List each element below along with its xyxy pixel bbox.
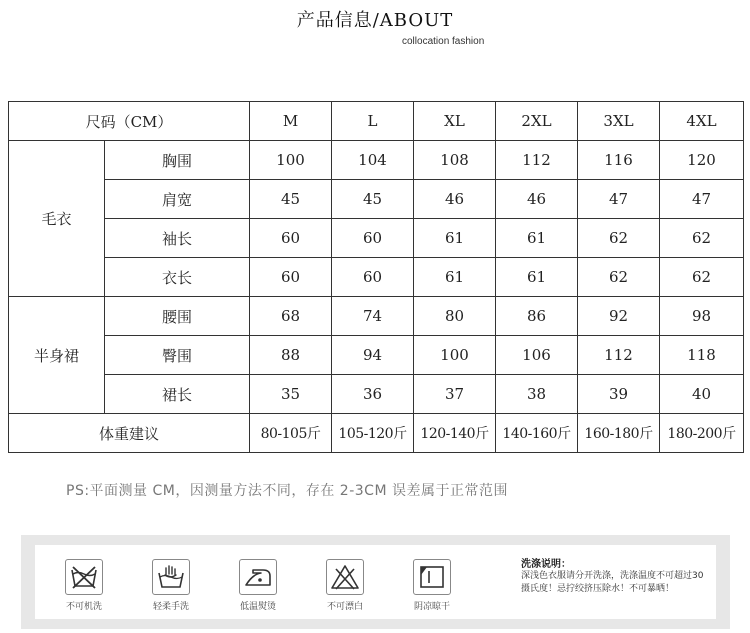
care-label: 低温熨烫 — [239, 602, 276, 612]
table-row — [9, 219, 744, 258]
care-label: 轻柔手洗 — [152, 602, 189, 612]
table-cell: 62 — [578, 219, 660, 258]
page-subtitle: collocation fashion — [402, 36, 485, 47]
measurement-label: 肩宽 — [105, 180, 250, 219]
size-header-cell: XL — [414, 102, 496, 141]
table-cell: 46 — [414, 180, 496, 219]
table-cell: 100 — [414, 336, 496, 375]
no-bleach-icon — [326, 559, 364, 595]
measurement-label: 胸围 — [105, 141, 250, 180]
care-label: 阴凉晾干 — [413, 602, 450, 612]
group-label: 毛衣 — [9, 141, 105, 297]
wash-instructions-text: 深浅色衣服请分开洗涤，洗涤温度不可超过30摄氏度！忌拧绞挤压除水！不可暴晒！ — [521, 571, 704, 594]
size-header-cell: 3XL — [578, 102, 660, 141]
weight-row — [9, 414, 744, 453]
table-cell: 40 — [660, 375, 744, 414]
care-label: 不可漂白 — [326, 602, 363, 612]
weight-cell: 160-180斤 — [578, 414, 660, 453]
table-cell: 92 — [578, 297, 660, 336]
table-row — [9, 336, 744, 375]
weight-cell: 140-160斤 — [496, 414, 578, 453]
care-panel — [21, 535, 730, 629]
measurement-label: 袖长 — [105, 219, 250, 258]
table-cell: 80 — [414, 297, 496, 336]
size-header-label: 尺码（CM） — [9, 102, 250, 141]
care-label: 不可机洗 — [65, 602, 102, 612]
table-cell: 46 — [496, 180, 578, 219]
table-row — [9, 297, 744, 336]
hand-wash-icon — [152, 559, 190, 595]
size-header-cell: L — [332, 102, 414, 141]
table-row — [9, 141, 744, 180]
weight-cell: 120-140斤 — [414, 414, 496, 453]
weight-cell: 80-105斤 — [250, 414, 332, 453]
table-cell: 61 — [496, 258, 578, 297]
table-cell: 47 — [660, 180, 744, 219]
table-cell: 38 — [496, 375, 578, 414]
table-cell: 61 — [414, 258, 496, 297]
table-cell: 60 — [250, 219, 332, 258]
size-header-cell: 4XL — [660, 102, 744, 141]
size-header-cell: M — [250, 102, 332, 141]
measurement-label: 臀围 — [105, 336, 250, 375]
measurement-label: 裙长 — [105, 375, 250, 414]
table-cell: 39 — [578, 375, 660, 414]
table-row — [9, 375, 744, 414]
table-cell: 98 — [660, 297, 744, 336]
weight-cell: 180-200斤 — [660, 414, 744, 453]
table-cell: 60 — [332, 219, 414, 258]
table-cell: 36 — [332, 375, 414, 414]
care-panel-inner — [35, 545, 716, 619]
care-item-no-machine-wash — [49, 559, 119, 612]
table-cell: 61 — [414, 219, 496, 258]
measurement-label: 腰围 — [105, 297, 250, 336]
group-label: 半身裙 — [9, 297, 105, 414]
measurement-note: PS:平面测量 CM，因测量方法不同，存在 2-3CM 误差属于正常范围 — [66, 483, 508, 499]
table-cell: 45 — [332, 180, 414, 219]
weight-label: 体重建议 — [9, 414, 250, 453]
table-cell: 104 — [332, 141, 414, 180]
table-cell: 62 — [578, 258, 660, 297]
table-cell: 68 — [250, 297, 332, 336]
table-cell: 62 — [660, 258, 744, 297]
table-cell: 60 — [250, 258, 332, 297]
care-item-low-iron — [223, 559, 293, 612]
table-cell: 112 — [496, 141, 578, 180]
care-item-hand-wash — [136, 559, 206, 612]
size-table — [8, 101, 744, 453]
page-title: 产品信息/ABOUT — [296, 10, 454, 31]
table-cell: 35 — [250, 375, 332, 414]
table-cell: 61 — [496, 219, 578, 258]
table-row — [9, 258, 744, 297]
table-cell: 74 — [332, 297, 414, 336]
measurement-label: 衣长 — [105, 258, 250, 297]
table-cell: 86 — [496, 297, 578, 336]
table-cell: 88 — [250, 336, 332, 375]
table-cell: 118 — [660, 336, 744, 375]
table-cell: 60 — [332, 258, 414, 297]
table-cell: 120 — [660, 141, 744, 180]
size-header-cell: 2XL — [496, 102, 578, 141]
low-iron-icon — [239, 559, 277, 595]
no-machine-wash-icon — [65, 559, 103, 595]
wash-instructions-title: 洗涤说明： — [521, 559, 571, 570]
care-item-shade-dry — [397, 559, 467, 612]
table-header-row — [9, 102, 744, 141]
table-cell: 45 — [250, 180, 332, 219]
table-cell: 47 — [578, 180, 660, 219]
shade-dry-icon — [413, 559, 451, 595]
table-row — [9, 180, 744, 219]
table-cell: 62 — [660, 219, 744, 258]
table-cell: 116 — [578, 141, 660, 180]
care-item-no-bleach — [310, 559, 380, 612]
table-cell: 37 — [414, 375, 496, 414]
table-cell: 106 — [496, 336, 578, 375]
weight-cell: 105-120斤 — [332, 414, 414, 453]
table-cell: 112 — [578, 336, 660, 375]
table-cell: 108 — [414, 141, 496, 180]
table-cell: 94 — [332, 336, 414, 375]
table-cell: 100 — [250, 141, 332, 180]
